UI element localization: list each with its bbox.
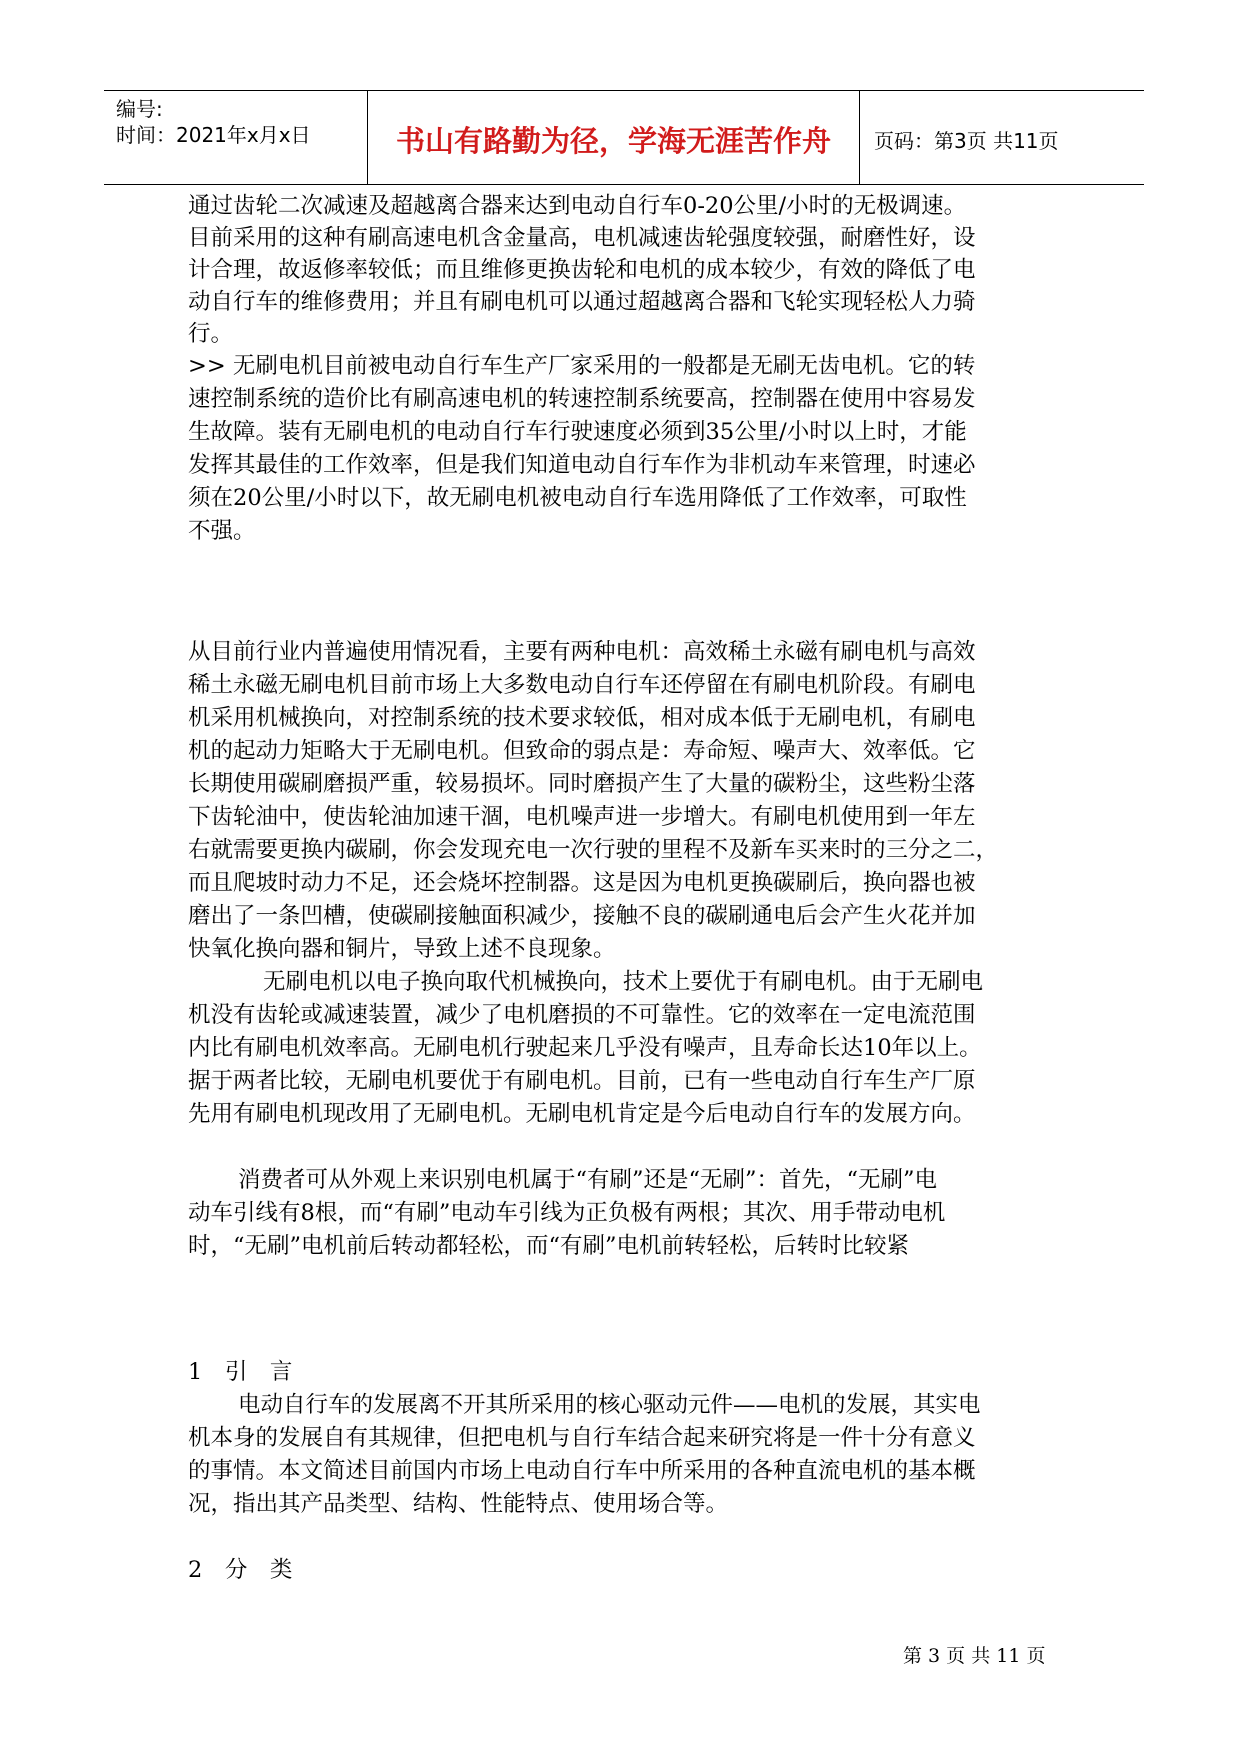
body-line: 消费者可从外观上来识别电机属于“有刷”还是“无刷”：首先，“无刷”电 bbox=[238, 1167, 938, 1193]
body-line: 速控制系统的造价比有刷高速电机的转速控制系统要高，控制器在使用中容易发 bbox=[188, 386, 976, 412]
header-left-cell bbox=[104, 91, 368, 184]
body-line: 目前采用的这种有刷高速电机含金量高，电机减速齿轮强度较强，耐磨性好，设 bbox=[188, 225, 976, 251]
body-line: >> 无刷电机目前被电动自行车生产厂家采用的一般都是无刷无齿电机。它的转 bbox=[188, 353, 976, 379]
body-line: 行。 bbox=[188, 321, 234, 347]
body-line: 发挥其最佳的工作效率，但是我们知道电动自行车作为非机动车来管理，时速必 bbox=[188, 452, 976, 478]
body-line: 须在20公里/小时以下，故无刷电机被电动自行车选用降低了工作效率，可取性 bbox=[188, 485, 967, 511]
section-heading: 1 引 言 bbox=[188, 1359, 293, 1385]
body-line: 长期使用碳刷磨损严重，较易损坏。同时磨损产生了大量的碳粉尘，这些粉尘落 bbox=[188, 771, 976, 797]
body-line: 况，指出其产品类型、结构、性能特点、使用场合等。 bbox=[188, 1491, 729, 1517]
body-line: 动车引线有8根，而“有刷”电动车引线为正负极有两根；其次、用手带动电机 bbox=[188, 1200, 946, 1226]
body-line: 无刷电机以电子换向取代机械换向，技术上要优于有刷电机。由于无刷电 bbox=[263, 969, 984, 995]
body-line: 通过齿轮二次减速及超越离合器来达到电动自行车0-20公里/小时的无极调速。 bbox=[188, 193, 967, 219]
body-line: 电动自行车的发展离不开其所采用的核心驱动元件——电机的发展，其实电 bbox=[238, 1392, 981, 1418]
header-center-cell bbox=[368, 91, 860, 184]
header-right-cell bbox=[860, 91, 1144, 184]
body-line: 内比有刷电机效率高。无刷电机行驶起来几乎没有噪声，且寿命长达10年以上。 bbox=[188, 1035, 982, 1061]
body-line: 时，“无刷”电机前后转动都轻松，而“有刷”电机前转轻松，后转时比较紧 bbox=[188, 1233, 910, 1259]
body-line: 机本身的发展自有其规律，但把电机与自行车结合起来研究将是一件十分有意义 bbox=[188, 1425, 976, 1451]
body-line: 机采用机械换向，对控制系统的技术要求较低，相对成本低于无刷电机，有刷电 bbox=[188, 705, 976, 731]
header-table bbox=[104, 90, 1144, 185]
body-line: 不强。 bbox=[188, 518, 256, 544]
body-line: 动自行车的维修费用；并且有刷电机可以通过超越离合器和飞轮实现轻松人力骑 bbox=[188, 289, 976, 315]
body-line: 而且爬坡时动力不足，还会烧坏控制器。这是因为电机更换碳刷后，换向器也被 bbox=[188, 870, 976, 896]
body-line: 从目前行业内普遍使用情况看，主要有两种电机：高效稀土永磁有刷电机与高效 bbox=[188, 639, 976, 665]
body-line: 快氧化换向器和铜片，导致上述不良现象。 bbox=[188, 936, 616, 962]
body-line: 生故障。装有无刷电机的电动自行车行驶速度必须到35公里/小时以上时，才能 bbox=[188, 419, 967, 445]
section-heading: 2 分 类 bbox=[188, 1557, 293, 1583]
body-line: 右就需要更换内碳刷，你会发现充电一次行驶的里程不及新车买来时的三分之二， bbox=[188, 837, 999, 863]
body-line: 下齿轮油中，使齿轮油加速干涸，电机噪声进一步增大。有刷电机使用到一年左 bbox=[188, 804, 976, 830]
time-label: 时间：2021年x月x日 bbox=[116, 123, 311, 147]
body-line: 计合理，故返修率较低；而且维修更换齿轮和电机的成本较少，有效的降低了电 bbox=[188, 257, 976, 283]
body-line: 据于两者比较，无刷电机要优于有刷电机。目前，已有一些电动自行车生产厂原 bbox=[188, 1068, 976, 1094]
body-line: 的事情。本文简述目前国内市场上电动自行车中所采用的各种直流电机的基本概 bbox=[188, 1458, 976, 1484]
page-info: 页码：第3页 共11页 bbox=[874, 129, 1059, 153]
body-line: 磨出了一条凹槽，使碳刷接触面积减少，接触不良的碳刷通电后会产生火花并加 bbox=[188, 903, 976, 929]
motto: 书山有路勤为径，学海无涯苦作舟 bbox=[395, 124, 831, 158]
body-line: 机的起动力矩略大于无刷电机。但致命的弱点是：寿命短、噪声大、效率低。它 bbox=[188, 738, 976, 764]
number-label: 编号: bbox=[116, 97, 163, 121]
body-line: 先用有刷电机现改用了无刷电机。无刷电机肯定是今后电动自行车的发展方向。 bbox=[188, 1101, 976, 1127]
body-line: 稀土永磁无刷电机目前市场上大多数电动自行车还停留在有刷电机阶段。有刷电 bbox=[188, 672, 976, 698]
page-footer: 第 3 页 共 11 页 bbox=[903, 1645, 1046, 1667]
body-line: 机没有齿轮或减速装置，减少了电机磨损的不可靠性。它的效率在一定电流范围 bbox=[188, 1002, 976, 1028]
